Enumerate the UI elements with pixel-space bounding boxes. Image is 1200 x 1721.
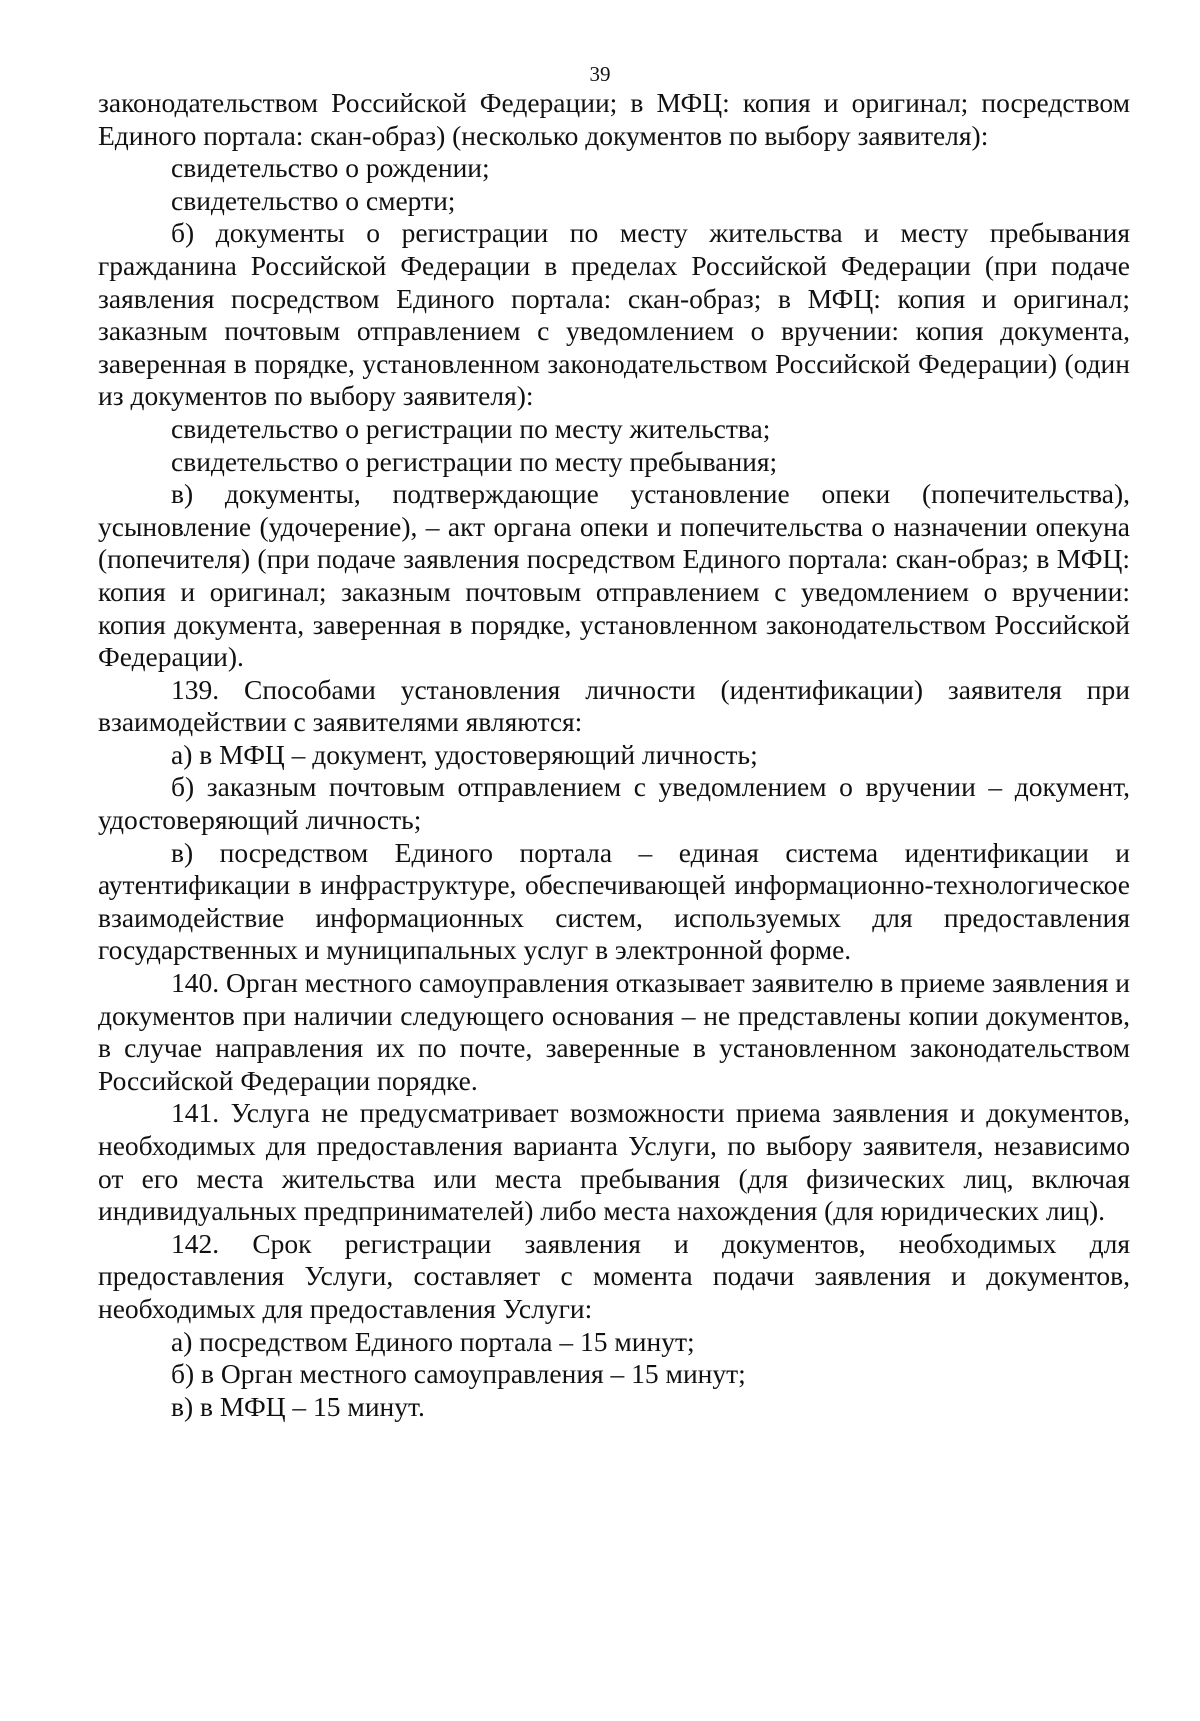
paragraph: 139. Способами установления личности (идентификации) заявителя при взаимодействии с заявителями являются:	[98, 673, 1130, 738]
paragraph: свидетельство о смерти;	[171, 184, 456, 216]
paragraph: б) заказным почтовым отправлением с уведомлением о вручении – документ, удостоверяющий личность;	[98, 771, 1130, 836]
page-number: 39	[589, 62, 611, 86]
paragraph: свидетельство о регистрации по месту жительства;	[171, 412, 771, 444]
paragraph: 141. Услуга не предусматривает возможности приема заявления и документов, необходимых для предоставления варианта Услуги, по выбору заявителя, независимо от его места жительства или места пребывания (для физических лиц, включая индивидуальных предпринимателей) либо места нахождения (для юридических лиц).	[98, 1097, 1130, 1227]
paragraph: а) в МФЦ – документ, удостоверяющий личность;	[171, 738, 758, 770]
paragraph: в) в МФЦ – 15 минут.	[171, 1390, 425, 1422]
paragraph: свидетельство о рождении;	[171, 152, 490, 184]
paragraph: б) в Орган местного самоуправления – 15 минут;	[171, 1358, 746, 1390]
paragraph: в) посредством Единого портала – единая система идентификации и аутентификации в инфраструктуре, обеспечивающей информационно-технологическое взаимодействие информационных систем, используемых для предоставления государственных и муниципальных услуг в электронной форме.	[98, 836, 1130, 966]
paragraph: в) документы, подтверждающие установление опеки (попечительства), усыновление (удочерение), – акт органа опеки и попечительства о назначении опекуна (попечителя) (при подаче заявления посредством Единого портала: скан-образ; в МФЦ: копия и оригинал; заказным почтовым отправлением с уведомлением о вручении: копия документа, заверенная в порядке, установленном законодательством Российской Федерации).	[98, 478, 1130, 673]
paragraph: а) посредством Единого портала – 15 минут;	[171, 1325, 695, 1357]
paragraph: законодательством Российской Федерации; в МФЦ: копия и оригинал; посредством Единого портала: скан-образ) (несколько документов по выбору заявителя):	[98, 87, 1130, 151]
paragraph: свидетельство о регистрации по месту пребывания;	[171, 445, 778, 477]
document-body	[98, 87, 1130, 1423]
paragraph: б) документы о регистрации по месту жительства и месту пребывания гражданина Российской Федерации в пределах Российской Федерации (при подаче заявления посредством Единого портала: скан-образ; в МФЦ: копия и оригинал; заказным почтовым отправлением с уведомлением о вручении: копия документа, заверенная в порядке, установленном законодательством Российской Федерации) (один из документов по выбору заявителя):	[98, 217, 1130, 412]
paragraph: 140. Орган местного самоуправления отказывает заявителю в приеме заявления и документов при наличии следующего основания – не представлены копии документов, в случае направления их по почте, заверенные в установленном законодательством Российской Федерации порядке.	[98, 967, 1130, 1096]
paragraph: 142. Срок регистрации заявления и документов, необходимых для предоставления Услуги, составляет с момента подачи заявления и документов, необходимых для предоставления Услуги:	[98, 1227, 1130, 1324]
